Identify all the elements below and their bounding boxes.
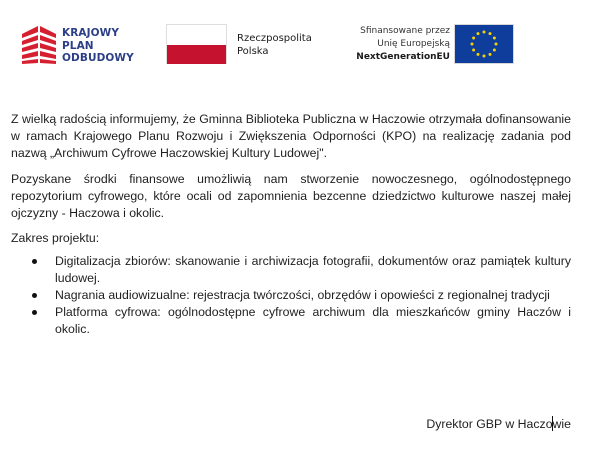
scope-item-text: Digitalizacja zbiorów: skanowanie i archiwizacja fotografii, dokumentów oraz pamiątek kultury ludowej.: [55, 254, 571, 285]
document-body: [11, 111, 571, 338]
eu-logo-text: [356, 25, 450, 64]
scope-item-platform: [11, 304, 571, 338]
polish-flag-icon: [166, 24, 227, 64]
rp-logo-text: [237, 32, 312, 58]
bullet-icon: [32, 293, 37, 298]
rzeczpospolita-logo: [166, 24, 326, 66]
bullet-icon: [32, 259, 37, 264]
scope-item-text: Platforma cyfrowa: ogólnodostępne cyfrowe archiwum dla mieszkańców gminy Haczów i okolic.: [55, 305, 571, 336]
rp-line-2: Polska: [237, 46, 269, 57]
eu-line-3: NextGenerationEU: [356, 52, 450, 62]
scope-item-digitization: [11, 253, 571, 287]
rp-line-1: Rzeczpospolita: [237, 33, 312, 44]
signature[interactable]: [426, 416, 571, 431]
scope-item-text: Nagrania audiowizualne: rejestracja twórczości, obrzędów i opowieści z regionalnej tradycji: [55, 288, 550, 302]
kpo-line-1: KRAJOWY: [62, 27, 120, 39]
kpo-line-2: PLAN: [62, 39, 94, 52]
scope-heading: Zakres projektu:: [11, 231, 100, 245]
kpo-line-3: ODBUDOWY: [62, 52, 134, 64]
funding-paragraph: Pozyskane środki finansowe umożliwią nam stworzenie nowoczesnego, ogólnodostępnego repozytorium cyfrowego, które ocali od zapomnienia bezcenne dziedzictwo kulturowe naszej małej ojczyzny - Haczowa i okolic.: [11, 172, 571, 220]
kpo-logo: [20, 24, 150, 68]
logo-header: [0, 0, 600, 90]
scope-item-recordings: [11, 287, 571, 304]
intro-paragraph: Z wielką radością informujemy, że Gminna Biblioteka Publiczna w Haczowie otrzymała dofinansowanie w ramach Krajowego Planu Rozwoju i Zwiększenia Odporności (KPO) na realizację zadania pod nazwą „Archiwum Cyfrowe Haczowskiej Kultury Ludowej".: [11, 112, 571, 160]
scope-list: [11, 253, 571, 338]
eu-funding-logo: [340, 24, 520, 66]
signature-text-end: wie: [552, 417, 571, 431]
eu-line-2: Unię Europejską: [377, 39, 450, 49]
bullet-icon: [32, 310, 37, 315]
signature-text-start: Dyrektor GBP w Haczo: [426, 417, 553, 431]
eu-stars-icon: [455, 25, 513, 63]
kpo-logo-text: [62, 27, 134, 65]
eu-line-1: Sfinansowane przez: [360, 26, 450, 36]
kpo-building-icon: [20, 24, 58, 64]
eu-flag-icon: [454, 24, 514, 64]
